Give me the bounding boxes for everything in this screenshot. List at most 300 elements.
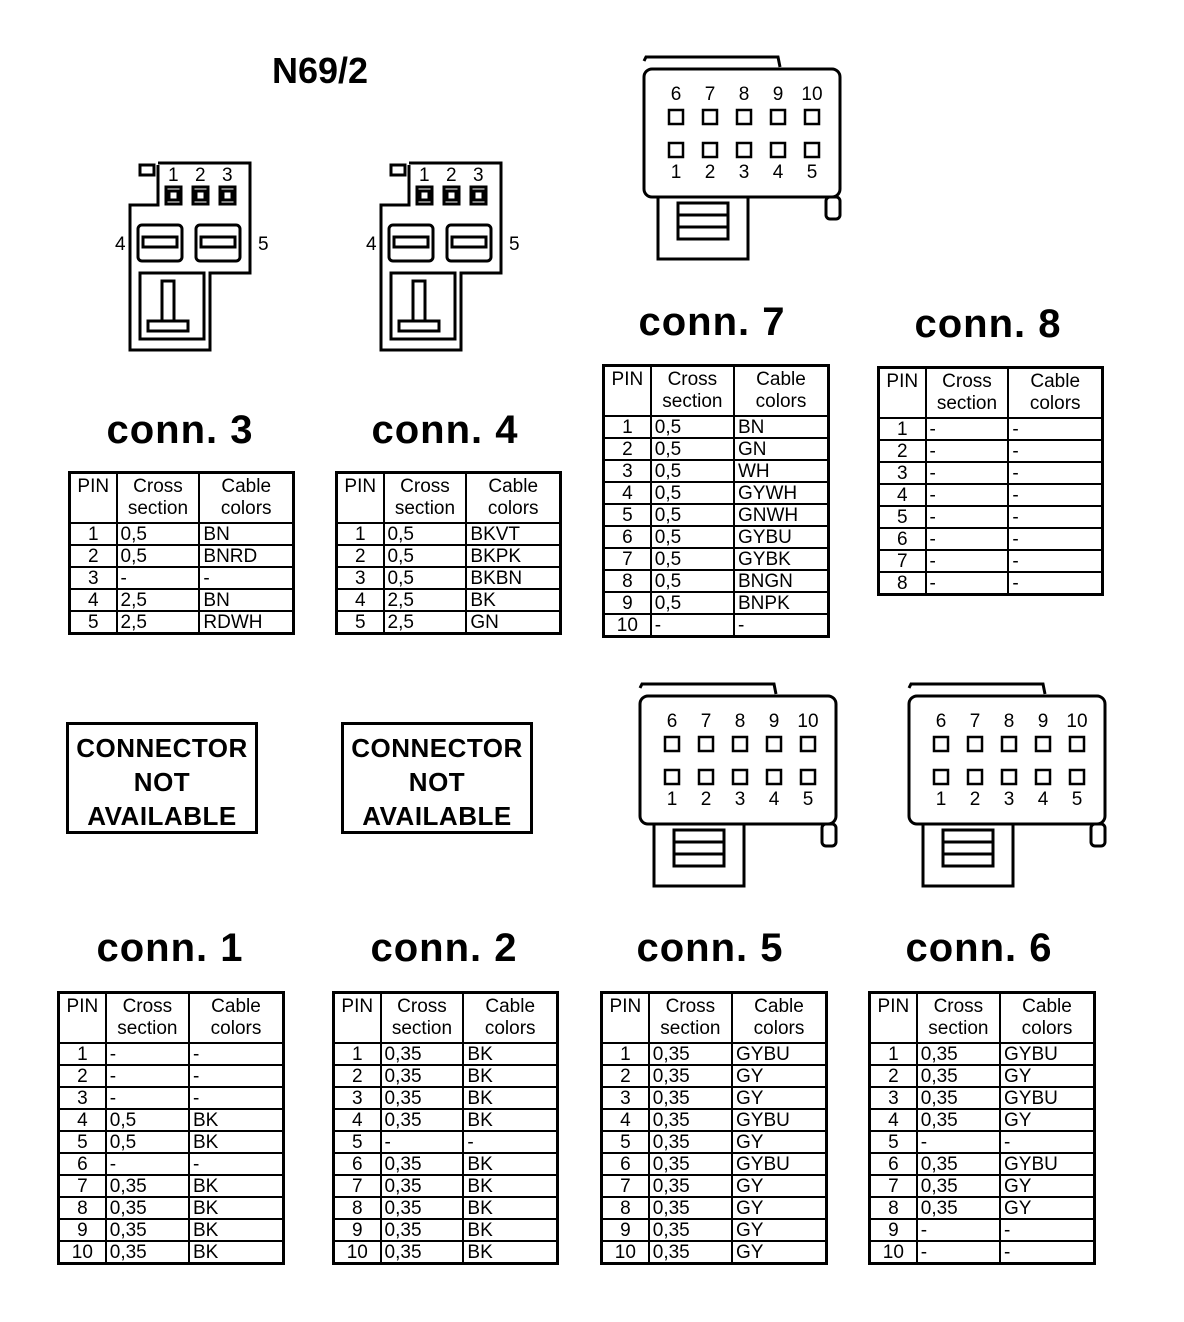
conn-2-pin-table: [332, 991, 559, 1265]
pin-label-1: 1: [935, 789, 947, 810]
pin-number: 2: [879, 440, 926, 462]
pin-label-5: 5: [802, 789, 814, 810]
cross-section-value: -: [106, 1065, 189, 1087]
cable-color-value: GYWH: [734, 482, 829, 504]
cross-section-value: 0,5: [651, 482, 734, 504]
cable-color-value: -: [1000, 1219, 1095, 1241]
cable-color-value: GY: [1000, 1175, 1095, 1197]
pin-label-4: 4: [1037, 789, 1049, 810]
table-row: [334, 1197, 558, 1219]
cable-color-value: GN: [734, 438, 829, 460]
cross-section-value: 0,5: [651, 548, 734, 570]
cross-section-value: 0,35: [106, 1175, 189, 1197]
table-row: [879, 484, 1103, 506]
connector-3-drawing: [110, 155, 280, 360]
cross-section-value: -: [106, 1043, 189, 1065]
pin-label-6: 6: [935, 711, 947, 732]
pin-number: 4: [879, 484, 926, 506]
pin-4-label: 4: [366, 234, 377, 255]
cable-color-value: GYBU: [1000, 1087, 1095, 1109]
cable-color-value: BK: [463, 1153, 557, 1175]
cable-color-value: -: [189, 1153, 284, 1175]
cross-section-value: -: [926, 528, 1009, 550]
pin-socket-3: [737, 143, 751, 157]
pin-label-4: 4: [768, 789, 780, 810]
cable-color-value: GYBU: [732, 1109, 827, 1131]
table-header-row: [602, 993, 827, 1044]
pin-number: 6: [602, 1153, 649, 1175]
cable-color-value: GN: [466, 611, 560, 634]
cable-color-value: -: [734, 614, 829, 637]
table-row: [59, 1131, 284, 1153]
pin-socket-4: [1036, 770, 1050, 784]
cross-section-value: 0,35: [917, 1109, 1000, 1131]
table-row: [870, 1153, 1095, 1175]
conn-5-pin-table: [600, 991, 828, 1265]
cable-color-value: BN: [199, 589, 293, 611]
cross-section-value: 0,5: [106, 1131, 189, 1153]
table-row: [334, 1241, 558, 1264]
table-row: [59, 1065, 284, 1087]
pin-5-label: 5: [258, 234, 269, 255]
table-row: [870, 1109, 1095, 1131]
table-row: [334, 1219, 558, 1241]
conn-2-title: conn. 2: [370, 926, 518, 970]
cable-color-value: BK: [463, 1087, 557, 1109]
pin-label-8: 8: [1003, 711, 1015, 732]
table-row: [337, 589, 561, 611]
table-row: [870, 1043, 1095, 1065]
cross-section-value: -: [117, 567, 200, 589]
pin-header: PIN: [602, 993, 649, 1044]
cross-section-value: 0,35: [917, 1197, 1000, 1219]
pin-number: 5: [59, 1131, 106, 1153]
cross-section-value: 0,5: [651, 526, 734, 548]
cross-section-value: -: [926, 572, 1009, 595]
pin-header: PIN: [870, 993, 917, 1044]
cable-color-value: -: [1008, 550, 1102, 572]
pin-number: 10: [602, 1241, 649, 1264]
pin-label-2: 2: [700, 789, 712, 810]
pin-2-label: 2: [195, 165, 206, 186]
connector-7-drawing: [640, 55, 845, 265]
cable-color-value: GY: [732, 1131, 827, 1153]
pin-header: PIN: [70, 473, 117, 524]
table-row: [602, 1043, 827, 1065]
pin-number: 3: [604, 460, 651, 482]
table-row: [59, 1153, 284, 1175]
cross-section-value: -: [917, 1219, 1000, 1241]
pin-number: 6: [870, 1153, 917, 1175]
cross-section-value: -: [106, 1153, 189, 1175]
cross-section-value: -: [381, 1131, 464, 1153]
cross-section-header: Cross section: [651, 366, 734, 417]
pin-label-2: 2: [969, 789, 981, 810]
cross-section-value: -: [926, 506, 1009, 528]
pin-number: 4: [602, 1109, 649, 1131]
table-row: [879, 528, 1103, 550]
table-row: [334, 1175, 558, 1197]
pin-socket-1: [934, 770, 948, 784]
pin-label-5: 5: [806, 162, 818, 183]
table-row: [70, 545, 294, 567]
cable-color-value: GY: [1000, 1065, 1095, 1087]
pin-number: 1: [602, 1043, 649, 1065]
table-row: [602, 1175, 827, 1197]
cross-section-value: 2,5: [384, 611, 467, 634]
cross-section-value: 0,5: [384, 545, 467, 567]
pin-4-label: 4: [115, 234, 126, 255]
pin-socket-3: [1002, 770, 1016, 784]
cross-section-value: 0,35: [649, 1219, 732, 1241]
pin-number: 10: [604, 614, 651, 637]
pin-label-8: 8: [738, 84, 750, 105]
cable-color-value: -: [1000, 1131, 1095, 1153]
pin-number: 3: [337, 567, 384, 589]
cross-section-value: 0,35: [649, 1175, 732, 1197]
pin-number: 2: [604, 438, 651, 460]
pin-number: 10: [59, 1241, 106, 1264]
pin-label-9: 9: [772, 84, 784, 105]
na-line-1: CONNECTOR: [351, 733, 523, 763]
conn-3-pin-table: [68, 471, 295, 635]
table-row: [602, 1241, 827, 1264]
pin-socket-7: [699, 737, 713, 751]
cable-colors-header: Cable colors: [734, 366, 829, 417]
connector-6-drawing: [905, 682, 1110, 892]
cross-section-value: 0,35: [649, 1109, 732, 1131]
cross-section-value: -: [926, 550, 1009, 572]
conn-1-title: conn. 1: [96, 926, 244, 970]
pin-number: 5: [70, 611, 117, 634]
na-line-2: NOT: [133, 767, 191, 797]
cable-color-value: BK: [189, 1219, 284, 1241]
pin-socket-9: [1036, 737, 1050, 751]
table-row: [59, 1087, 284, 1109]
pin-socket-5: [805, 143, 819, 157]
pin-number: 9: [334, 1219, 381, 1241]
cable-color-value: -: [1008, 506, 1102, 528]
pin-number: 2: [870, 1065, 917, 1087]
cable-color-value: BNRD: [199, 545, 293, 567]
cable-color-value: GY: [732, 1197, 827, 1219]
cable-color-value: BNGN: [734, 570, 829, 592]
table-row: [70, 567, 294, 589]
table-row: [879, 440, 1103, 462]
pin-socket-5: [801, 770, 815, 784]
cable-color-value: GYBU: [1000, 1153, 1095, 1175]
pin-socket-3: [733, 770, 747, 784]
pin-label-3: 3: [1003, 789, 1015, 810]
table-row: [602, 1219, 827, 1241]
pin-number: 4: [70, 589, 117, 611]
table-row: [604, 460, 829, 482]
pin-label-7: 7: [704, 84, 716, 105]
cable-color-value: GYBK: [734, 548, 829, 570]
pin-number: 9: [59, 1219, 106, 1241]
cross-section-value: 0,35: [381, 1153, 464, 1175]
cable-color-value: BK: [189, 1109, 284, 1131]
table-header-row: [337, 473, 561, 524]
cable-color-value: BK: [463, 1109, 557, 1131]
pin-label-8: 8: [734, 711, 746, 732]
pin-label-3: 3: [738, 162, 750, 183]
cable-color-value: BN: [734, 416, 829, 438]
pin-1-label: 1: [168, 165, 179, 186]
pin-number: 3: [879, 462, 926, 484]
cross-section-value: 0,35: [917, 1065, 1000, 1087]
cable-color-value: -: [1008, 462, 1102, 484]
pin-socket-2: [699, 770, 713, 784]
cable-color-value: BK: [463, 1065, 557, 1087]
pin-number: 4: [337, 589, 384, 611]
table-row: [334, 1131, 558, 1153]
cable-color-value: GYBU: [734, 526, 829, 548]
pin-number: 8: [602, 1197, 649, 1219]
cable-color-value: -: [1008, 572, 1102, 595]
cross-section-value: -: [106, 1087, 189, 1109]
cable-colors-header: Cable colors: [1000, 993, 1095, 1044]
pin-number: 2: [59, 1065, 106, 1087]
table-row: [337, 611, 561, 634]
table-row: [602, 1131, 827, 1153]
pin-header: PIN: [334, 993, 381, 1044]
table-header-row: [879, 368, 1103, 419]
table-row: [604, 526, 829, 548]
pin-number: 5: [604, 504, 651, 526]
pin-number: 1: [870, 1043, 917, 1065]
cross-section-value: 0,5: [651, 504, 734, 526]
pin-socket-4: [771, 143, 785, 157]
pin-number: 4: [604, 482, 651, 504]
pin-number: 9: [602, 1219, 649, 1241]
pin-socket-7: [703, 110, 717, 124]
cross-section-value: 0,35: [917, 1087, 1000, 1109]
pin-label-2: 2: [704, 162, 716, 183]
cable-color-value: -: [189, 1065, 284, 1087]
cross-section-header: Cross section: [381, 993, 464, 1044]
conn-7-title: conn. 7: [638, 300, 786, 344]
cross-section-value: 0,5: [384, 567, 467, 589]
pin-header: PIN: [337, 473, 384, 524]
cross-section-value: 0,35: [917, 1043, 1000, 1065]
pin-number: 2: [334, 1065, 381, 1087]
pin-number: 6: [604, 526, 651, 548]
table-header-row: [70, 473, 294, 524]
pin-number: 5: [602, 1131, 649, 1153]
pin-socket-6: [669, 110, 683, 124]
cross-section-value: 0,35: [649, 1065, 732, 1087]
pin-label-3: 3: [734, 789, 746, 810]
pin-socket-6: [665, 737, 679, 751]
connector-4-drawing: [361, 155, 531, 360]
cable-color-value: BKBN: [466, 567, 560, 589]
table-row: [334, 1153, 558, 1175]
cable-color-value: GY: [732, 1175, 827, 1197]
cross-section-value: 2,5: [384, 589, 467, 611]
conn-7-pin-table: [602, 364, 830, 638]
cable-color-value: BN: [199, 523, 293, 545]
pin-socket-10: [805, 110, 819, 124]
cross-section-value: 0,35: [381, 1109, 464, 1131]
cross-section-header: Cross section: [117, 473, 200, 524]
table-row: [604, 416, 829, 438]
pin-socket-9: [771, 110, 785, 124]
cross-section-header: Cross section: [106, 993, 189, 1044]
pin-header: PIN: [604, 366, 651, 417]
pin-number: 9: [870, 1219, 917, 1241]
table-row: [870, 1087, 1095, 1109]
cable-color-value: -: [1008, 440, 1102, 462]
cross-section-value: 0,5: [117, 545, 200, 567]
cross-section-value: 0,35: [381, 1241, 464, 1264]
table-row: [604, 548, 829, 570]
cross-section-value: 0,35: [381, 1175, 464, 1197]
cable-color-value: -: [1008, 484, 1102, 506]
cable-color-value: -: [189, 1087, 284, 1109]
cable-color-value: GY: [1000, 1197, 1095, 1219]
pin-number: 8: [604, 570, 651, 592]
cable-colors-header: Cable colors: [732, 993, 827, 1044]
pin-socket-8: [737, 110, 751, 124]
pin-number: 7: [59, 1175, 106, 1197]
pin-number: 5: [870, 1131, 917, 1153]
cable-color-value: BK: [463, 1175, 557, 1197]
pin-label-6: 6: [670, 84, 682, 105]
pin-3-label: 3: [473, 165, 484, 186]
cross-section-value: 0,5: [651, 592, 734, 614]
table-row: [602, 1109, 827, 1131]
na-line-3: AVAILABLE: [362, 801, 512, 831]
table-row: [334, 1065, 558, 1087]
pin-1-label: 1: [419, 165, 430, 186]
cable-color-value: GY: [732, 1219, 827, 1241]
cable-color-value: GY: [732, 1065, 827, 1087]
table-row: [879, 572, 1103, 595]
cross-section-value: 0,5: [384, 523, 467, 545]
cable-color-value: -: [199, 567, 293, 589]
pin-number: 7: [602, 1175, 649, 1197]
cross-section-value: 0,35: [381, 1197, 464, 1219]
pin-number: 3: [602, 1087, 649, 1109]
pin-socket-2: [968, 770, 982, 784]
table-row: [870, 1241, 1095, 1264]
cross-section-value: 0,35: [106, 1241, 189, 1264]
pin-socket-1: [669, 143, 683, 157]
pin-label-1: 1: [666, 789, 678, 810]
cross-section-value: 0,35: [649, 1043, 732, 1065]
pin-number: 8: [879, 572, 926, 595]
conn-3-title: conn. 3: [106, 408, 254, 452]
pin-number: 1: [334, 1043, 381, 1065]
cross-section-value: 0,35: [381, 1087, 464, 1109]
pin-number: 6: [59, 1153, 106, 1175]
pin-label-9: 9: [768, 711, 780, 732]
conn-1-pin-table: [57, 991, 285, 1265]
cable-color-value: WH: [734, 460, 829, 482]
table-row: [604, 570, 829, 592]
table-row: [59, 1175, 284, 1197]
cable-color-value: -: [1000, 1241, 1095, 1264]
pin-number: 7: [870, 1175, 917, 1197]
pin-number: 3: [70, 567, 117, 589]
conn-4-title: conn. 4: [371, 408, 519, 452]
na-line-2: NOT: [408, 767, 466, 797]
cross-section-value: -: [926, 462, 1009, 484]
table-row: [604, 504, 829, 526]
pin-2-label: 2: [446, 165, 457, 186]
cross-section-value: 0,5: [117, 523, 200, 545]
cable-color-value: -: [1008, 418, 1102, 440]
conn-5-title: conn. 5: [636, 926, 784, 970]
cable-color-value: BNPK: [734, 592, 829, 614]
table-row: [337, 523, 561, 545]
cable-colors-header: Cable colors: [199, 473, 293, 524]
cross-section-value: 0,35: [649, 1197, 732, 1219]
connector-not-available-box-1: [66, 722, 258, 834]
pin-number: 2: [602, 1065, 649, 1087]
pin-socket-6: [934, 737, 948, 751]
table-row: [870, 1197, 1095, 1219]
pin-label-7: 7: [700, 711, 712, 732]
cross-section-header: Cross section: [917, 993, 1000, 1044]
pin-socket-10: [1070, 737, 1084, 751]
conn-8-title: conn. 8: [914, 302, 1062, 346]
pin-header: PIN: [59, 993, 106, 1044]
pin-label-10: 10: [1066, 711, 1088, 732]
cross-section-value: 2,5: [117, 589, 200, 611]
cross-section-value: 0,35: [106, 1219, 189, 1241]
table-row: [602, 1065, 827, 1087]
table-header-row: [870, 993, 1095, 1044]
table-row: [879, 418, 1103, 440]
pin-number: 7: [604, 548, 651, 570]
pin-header: PIN: [879, 368, 926, 419]
cross-section-value: 0,35: [649, 1087, 732, 1109]
cable-color-value: BK: [463, 1043, 557, 1065]
pin-socket-7: [968, 737, 982, 751]
cable-color-value: BK: [189, 1241, 284, 1264]
cable-colors-header: Cable colors: [466, 473, 560, 524]
cable-color-value: GY: [732, 1087, 827, 1109]
cross-section-value: -: [926, 484, 1009, 506]
pin-socket-1: [665, 770, 679, 784]
cross-section-value: -: [651, 614, 734, 637]
pin-3-label: 3: [222, 165, 233, 186]
pin-label-5: 5: [1071, 789, 1083, 810]
conn-8-pin-table: [877, 366, 1104, 596]
pin-number: 5: [337, 611, 384, 634]
pin-number: 7: [879, 550, 926, 572]
pin-number: 2: [337, 545, 384, 567]
table-row: [602, 1153, 827, 1175]
cable-color-value: BK: [189, 1197, 284, 1219]
cross-section-value: 0,5: [651, 416, 734, 438]
pin-number: 3: [59, 1087, 106, 1109]
pin-5-label: 5: [509, 234, 520, 255]
pin-number: 6: [879, 528, 926, 550]
cable-color-value: BK: [463, 1197, 557, 1219]
cable-color-value: RDWH: [199, 611, 293, 634]
table-row: [59, 1043, 284, 1065]
cross-section-value: 0,35: [649, 1153, 732, 1175]
cross-section-value: -: [926, 440, 1009, 462]
pin-number: 5: [334, 1131, 381, 1153]
pin-label-1: 1: [670, 162, 682, 183]
cable-color-value: GY: [1000, 1109, 1095, 1131]
pin-number: 7: [334, 1175, 381, 1197]
cable-colors-header: Cable colors: [1008, 368, 1102, 419]
